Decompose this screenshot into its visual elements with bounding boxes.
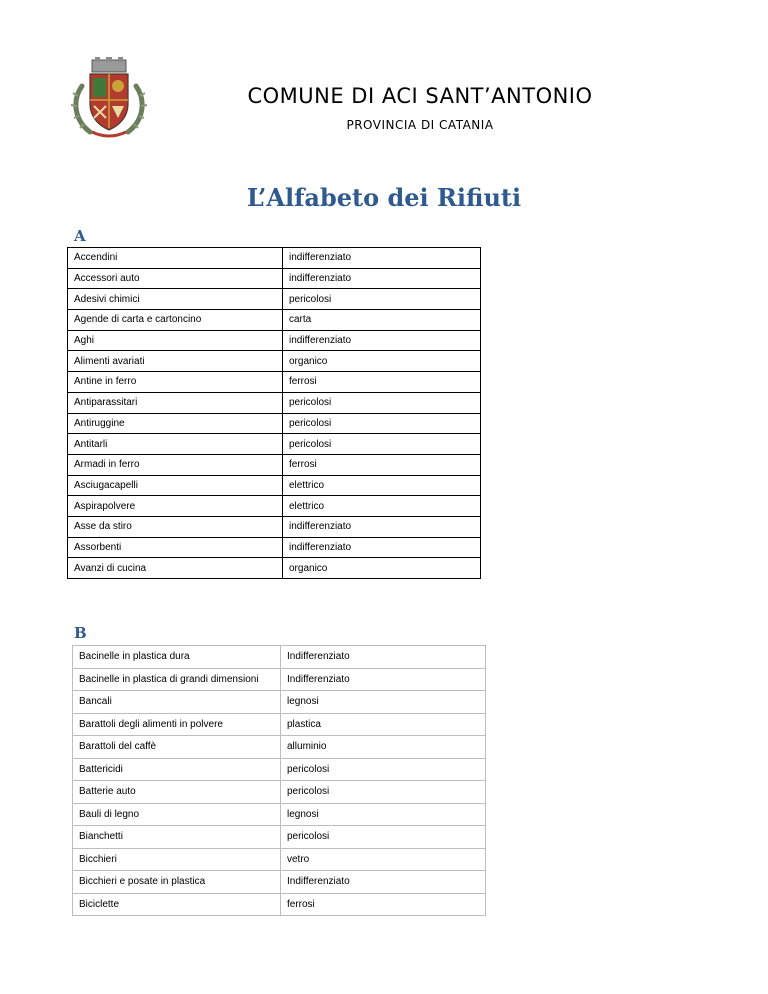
waste-category-cell: plastica (281, 713, 486, 736)
table-row (68, 413, 481, 434)
waste-category-cell: legnosi (281, 803, 486, 826)
table-row (68, 392, 481, 413)
table-row (73, 803, 486, 826)
waste-item-cell: Asse da stiro (68, 516, 283, 537)
waste-item-cell: Batterie auto (73, 781, 281, 804)
waste-item-cell: Bacinelle in plastica dura (73, 646, 281, 669)
table-row (73, 736, 486, 759)
waste-item-cell: Agende di carta e cartoncino (68, 310, 283, 331)
waste-category-cell: legnosi (281, 691, 486, 714)
table-row (68, 516, 481, 537)
waste-item-cell: Bicchieri e posate in plastica (73, 871, 281, 894)
waste-category-cell: pericolosi (283, 434, 481, 455)
waste-category-cell: indifferenziato (283, 537, 481, 558)
table-row (68, 330, 481, 351)
waste-item-cell: Antine in ferro (68, 372, 283, 393)
waste-category-cell: ferrosi (283, 454, 481, 475)
waste-category-cell: indifferenziato (283, 330, 481, 351)
waste-item-cell: Alimenti avariati (68, 351, 283, 372)
waste-item-cell: Adesivi chimici (68, 289, 283, 310)
waste-category-cell: elettrico (283, 496, 481, 517)
waste-table-b (72, 645, 486, 916)
waste-item-cell: Asciugacapelli (68, 475, 283, 496)
waste-item-cell: Aspirapolvere (68, 496, 283, 517)
waste-category-cell: organico (283, 351, 481, 372)
waste-item-cell: Assorbenti (68, 537, 283, 558)
waste-item-cell: Armadi in ferro (68, 454, 283, 475)
table-row (68, 434, 481, 455)
waste-category-cell: ferrosi (281, 893, 486, 916)
waste-item-cell: Barattoli del caffè (73, 736, 281, 759)
table-row (73, 668, 486, 691)
table-row (68, 537, 481, 558)
province-subtitle: PROVINCIA DI CATANIA (346, 118, 494, 132)
table-row (68, 268, 481, 289)
waste-category-cell: pericolosi (281, 781, 486, 804)
table-row (73, 871, 486, 894)
table-row (73, 826, 486, 849)
waste-item-cell: Bianchetti (73, 826, 281, 849)
waste-category-cell: indifferenziato (283, 516, 481, 537)
waste-item-cell: Battericidi (73, 758, 281, 781)
table-row (68, 475, 481, 496)
waste-item-cell: Bauli di legno (73, 803, 281, 826)
waste-category-cell: pericolosi (283, 413, 481, 434)
waste-category-cell: Indifferenziato (281, 668, 486, 691)
coat-of-arms-icon (68, 56, 150, 140)
table-row (73, 646, 486, 669)
waste-category-cell: elettrico (283, 475, 481, 496)
waste-category-cell: Indifferenziato (281, 871, 486, 894)
waste-category-cell: Indifferenziato (281, 646, 486, 669)
table-row (68, 310, 481, 331)
waste-item-cell: Accendini (68, 248, 283, 269)
table-row (68, 496, 481, 517)
table-row (73, 691, 486, 714)
waste-category-cell: pericolosi (283, 392, 481, 413)
waste-category-cell: pericolosi (281, 758, 486, 781)
waste-table-a (67, 247, 481, 579)
table-row (68, 351, 481, 372)
waste-item-cell: Biciclette (73, 893, 281, 916)
waste-category-cell: ferrosi (283, 372, 481, 393)
waste-category-cell: indifferenziato (283, 248, 481, 269)
waste-item-cell: Avanzi di cucina (68, 558, 283, 579)
table-row (73, 758, 486, 781)
table-row (73, 848, 486, 871)
waste-item-cell: Antiparassitari (68, 392, 283, 413)
waste-category-cell: indifferenziato (283, 268, 481, 289)
waste-category-cell: pericolosi (281, 826, 486, 849)
table-row (68, 372, 481, 393)
waste-item-cell: Antitarli (68, 434, 283, 455)
table-row (73, 781, 486, 804)
waste-item-cell: Bacinelle in plastica di grandi dimensioni (73, 668, 281, 691)
waste-item-cell: Accessori auto (68, 268, 283, 289)
section-letter-a: A (74, 227, 86, 245)
table-row (68, 558, 481, 579)
waste-item-cell: Bicchieri (73, 848, 281, 871)
waste-item-cell: Bancali (73, 691, 281, 714)
waste-category-cell: carta (283, 310, 481, 331)
table-row (73, 893, 486, 916)
waste-category-cell: vetro (281, 848, 486, 871)
waste-item-cell: Barattoli degli alimenti in polvere (73, 713, 281, 736)
waste-category-cell: organico (283, 558, 481, 579)
waste-item-cell: Aghi (68, 330, 283, 351)
table-row (68, 248, 481, 269)
section-letter-b: B (74, 624, 87, 642)
document-heading: L’Alfabeto dei Rifiuti (246, 183, 522, 212)
table-row (73, 713, 486, 736)
waste-category-cell: pericolosi (283, 289, 481, 310)
table-row (68, 454, 481, 475)
table-row (68, 289, 481, 310)
municipality-title: COMUNE DI ACI SANT’ANTONIO (247, 84, 593, 108)
waste-category-cell: alluminio (281, 736, 486, 759)
waste-item-cell: Antiruggine (68, 413, 283, 434)
